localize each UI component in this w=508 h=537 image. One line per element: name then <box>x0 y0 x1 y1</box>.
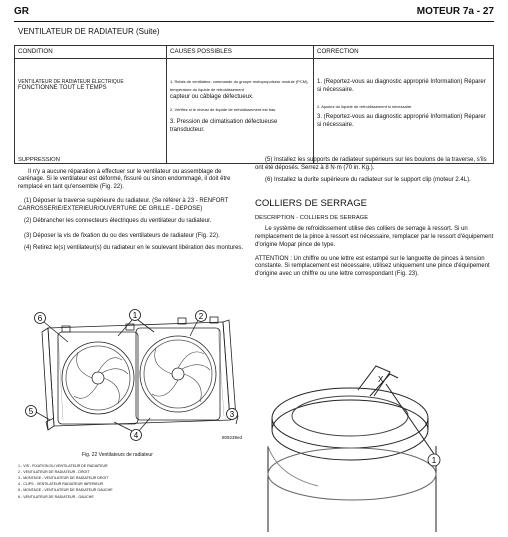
fan-blades <box>74 348 210 404</box>
cause-3-normal: 3. Pression de climatisation défectueuse transducteur. <box>170 119 278 133</box>
radiator-left-tank <box>42 328 54 430</box>
callout-3 <box>227 409 238 420</box>
clamps-warning: ATTENTION : Un chiffre ou une lettre est estampé sur le languette de pinces à tension constante. Si remplacement est nécessaire, utilisez uniquement une pince d'équipement d'origine avec un chiffre ou une lettre correspondant (Fig. 23). <box>255 255 490 278</box>
clamp-stamp: X <box>378 375 384 384</box>
diagnosis-table <box>14 45 494 164</box>
figure-22 <box>18 308 248 448</box>
right-column <box>255 157 495 283</box>
page-header <box>14 6 494 20</box>
callout-4-label: 4 <box>133 431 139 440</box>
table-header-correction: CORRECTION <box>314 46 494 59</box>
radiator-right-tank <box>223 320 236 420</box>
removal-p5: (4) Retirez le(s) ventilateur(s) du radiateur en le soulevant libération des montures. <box>24 245 244 252</box>
cause-1-normal: capteur ou câblage défectueux. <box>170 94 254 100</box>
right-fan-ring <box>140 336 216 412</box>
removal-p2: (1) Déposer la traverse supérieure du radiateur. (Se référer à 23 - RENFORT CARROSSERIE/EXTERIEUR/OUVERTURE DE GRILLE - DEPOSE) <box>18 197 229 212</box>
callout-6-label: 6 <box>37 314 43 323</box>
right-fan-hub <box>172 368 184 380</box>
right-shroud-shape <box>136 328 220 420</box>
callout-5 <box>26 406 37 417</box>
callout-2 <box>196 311 207 322</box>
install-p6: (6) Installez la durite supérieure du radiateur sur le support clip (moteur 2.4L). <box>265 176 471 183</box>
clamps-section-title: COLLIERS DE SERRAGE <box>255 198 367 210</box>
legend-item-4: 4 - CLIPS - VENTILATEUR RADIATEUR INFERIEUR <box>18 482 104 487</box>
condition-line2: FONCTIONNE TOUT LE TEMPS <box>18 85 107 91</box>
figure-22-legend <box>18 463 113 500</box>
legend-item-2: 2 - VENTILATEUR DE RADIATEUR - DROIT <box>18 470 90 475</box>
callout-2-label: 2 <box>198 312 204 321</box>
install-p5: (5) Installez les supports de radiateur supérieurs sur les boulons de la traverse, s'ils ont été déposés. Serrez à 8 N·m (70 in. Kg.). <box>255 157 487 171</box>
removal-heading: SUPPRESSION <box>18 157 60 163</box>
callout-1-label: 1 <box>132 311 138 320</box>
clamps-subheading: DESCRIPTION - COLLIERS DE SERRAGE <box>255 214 369 221</box>
table-header-row <box>15 46 494 59</box>
header-rule <box>14 21 494 22</box>
cause-2-small: 2. Vérifiez si le niveau de liquide de refroidissement est bas. <box>170 106 277 112</box>
legend-item-1: 1 - VIS - FIXATION DU VENTILATEUR DE RADIATEUR <box>18 464 108 468</box>
radiator-fans-illustration <box>18 308 248 448</box>
table-header-condition: CONDITION <box>15 46 167 59</box>
fig23-callout-label: 1 <box>431 456 437 465</box>
spring-clamp-illustration <box>258 356 458 532</box>
removal-p1: Il n'y a aucune réparation à effectuer sur le ventilateur ou assemblage de carénage. Si le ventilateur est déformé, fissuré ou sinon endommagé, il doit être remplacé en tant qu'ensemble (Fig. 22). <box>18 168 231 191</box>
figure-22-code: 809239ed <box>221 435 242 440</box>
callout-3-label: 3 <box>229 410 235 419</box>
cause-1-small: 1. Relais de ventilateur, commande du groupe motopropulseur module (PCM), température du liquide de refroidissement <box>170 79 309 92</box>
radiator-core-shape <box>48 322 230 426</box>
correction-1: 1. (Reportez-vous au diagnostic approprié Information) Réparer si nécessaire. <box>317 79 486 93</box>
clamp-band-top <box>272 388 428 448</box>
section-title: VENTILATEUR DE RADIATEUR (Suite) <box>18 27 160 36</box>
legend-item-6: 6 - VENTILATEUR DE RADIATEUR - GAUCHE <box>18 494 94 499</box>
left-fan-ring <box>62 342 134 414</box>
correction-3: 3. (Reportez-vous au diagnostic approprié Information) Réparer si nécessaire. <box>317 114 486 128</box>
table-row <box>15 59 494 164</box>
left-column <box>18 157 246 257</box>
callout-1 <box>130 310 141 321</box>
legend-item-5: 5 - MONTAGE - VENTILATEUR DE RADIATEUR GAUCHE <box>18 488 113 493</box>
removal-p4: (3) Déposer la vis de fixation du ou des ventilateurs de radiateur (Fig. 22). <box>24 233 220 240</box>
legend-item-3: 3 - MONTAGE - VENTILATEUR DE RADIATEUR DROIT <box>18 476 109 481</box>
callout-6 <box>35 313 46 324</box>
correction-cell <box>314 59 494 164</box>
figure-23 <box>258 356 458 532</box>
clamps-p1: Le système de refroidissement utilise des colliers de serrage à ressort. Si un remplacement de la pince à ressort est nécessaire, remplacer par le ressort d'équipement d'origine Mopar pince de type. <box>255 226 494 248</box>
removal-p3: (2) Débrancher les connecteurs électriques du ventilateur du radiateur. <box>24 217 212 224</box>
condition-cell <box>15 59 167 164</box>
callout-5-label: 5 <box>28 407 34 416</box>
fig23-callout <box>428 454 440 466</box>
table-header-causes: CAUSES POSSIBLES <box>167 46 314 59</box>
condition-line1: VENTILATEUR DE RADIATEUR ÉLECTRIQUE <box>18 79 124 85</box>
header-left: GR <box>14 6 29 17</box>
left-fan-hub <box>92 372 104 384</box>
causes-cell <box>167 59 314 164</box>
correction-2: 2. Ajoutez du liquide de refroidissement si nécessaire. <box>317 104 413 109</box>
header-right: MOTEUR 7a - 27 <box>416 6 494 17</box>
callout-4 <box>131 430 142 441</box>
figure-22-caption: Fig. 22 Ventilateurs de radiateur <box>82 452 153 458</box>
